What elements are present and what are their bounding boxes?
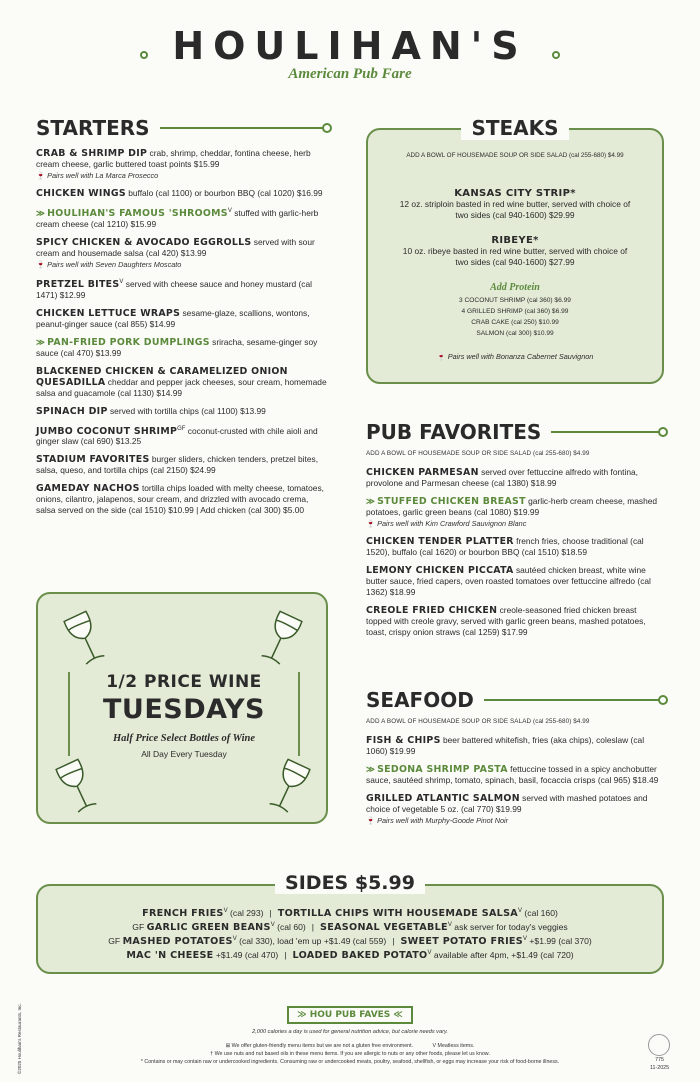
footer xyxy=(60,1028,640,1066)
add-soup-note: ADD A BOWL OF HOUSEMADE SOUP OR SIDE SALAD (cal 255-680) $4.99 xyxy=(406,152,624,159)
separator: | xyxy=(269,908,272,918)
seafood-section xyxy=(366,688,664,833)
item-description: 10 oz. ribeye basted in red wine butter, served with choice of two sides (cal 940-1600) $27.99 xyxy=(402,246,628,267)
side-name: SWEET POTATO FRIES xyxy=(400,936,523,947)
dietary-marker: V xyxy=(232,936,237,943)
item-description: stuffed with garlic-herb cream cheese (cal 1210) $15.99 xyxy=(36,207,319,229)
wine-pairing xyxy=(36,259,328,270)
menu-item xyxy=(366,565,664,598)
wine-note: All Day Every Tuesday xyxy=(141,749,227,759)
item-description: crab, shrimp, cheddar, fontina cheese, herb cream cheese, garlic buttered toast points $15.99 xyxy=(36,148,311,169)
starters-list xyxy=(36,148,328,516)
wine-headline: 1/2 PRICE WINE xyxy=(106,672,262,692)
item-name: GRILLED ATLANTIC SALMON xyxy=(366,793,520,804)
sides-row xyxy=(38,908,662,919)
frame-line xyxy=(68,672,70,756)
pub-favorites-section xyxy=(366,420,664,645)
side-name: TORTILLA CHIPS WITH HOUSEMADE SALSA xyxy=(277,908,519,919)
brand-subtitle: American Pub Fare xyxy=(288,66,412,82)
gluten-free-marker: GF xyxy=(108,936,123,946)
section-title: PUB FAVORITES xyxy=(366,420,542,444)
divider-line xyxy=(160,127,328,129)
seafood-list xyxy=(366,735,664,826)
item-description: served with mashed potatoes and choice of vegetable 5 oz. (cal 770) $19.99 xyxy=(366,793,648,814)
pairing-text: Pairs well with Kim Crawford Sauvignon Blanc xyxy=(377,519,527,528)
separator: | xyxy=(311,922,315,932)
item-description: beer battered whitefish, fries (aka chips), coleslaw (cal 1060) $19.99 xyxy=(366,735,645,756)
item-description: served with cheese sauce and honey mustard (cal 1471) $12.99 xyxy=(36,278,312,300)
menu-date: 11-2025 xyxy=(650,1065,670,1071)
menu-item xyxy=(398,235,632,268)
item-description: sautéed chicken breast, white wine butter sauce, fried capers, oven roasted tomatoes over fettuccine alfredo (cal 1362) $18.99 xyxy=(366,565,651,597)
wine-promo-box xyxy=(36,592,328,824)
meatless-note: V Meatless items. xyxy=(432,1043,475,1049)
section-header xyxy=(366,420,664,444)
wine-pairing xyxy=(366,815,664,826)
copyright: ©2025 Houlihan's Restaurants, Inc. xyxy=(17,1003,22,1074)
menu-item xyxy=(366,793,664,826)
menu-item xyxy=(398,188,632,221)
steaks-list xyxy=(398,188,632,282)
dietary-marker: V xyxy=(518,908,523,915)
item-description: served over fettuccine alfredo with fontina, provolone and Parmesan cheese (cal 1380) $18.99 xyxy=(366,467,638,488)
item-name: SPINACH DIP xyxy=(36,405,108,417)
wine-glass-icon: 🍷 xyxy=(366,519,378,528)
side-description: (cal 160) xyxy=(522,908,558,918)
chevron-right-icon: ≫ xyxy=(36,207,48,218)
wine-glass-icon xyxy=(260,756,316,820)
add-soup-note: ADD A BOWL OF HOUSEMADE SOUP OR SIDE SALAD (cal 255-680) $4.99 xyxy=(366,450,590,457)
item-name: CHICKEN PARMESAN xyxy=(366,467,479,478)
side-item xyxy=(293,950,574,960)
divider-line xyxy=(551,431,664,433)
frame-line xyxy=(298,672,300,756)
side-name: GARLIC GREEN BEANS xyxy=(146,922,271,933)
steaks-box xyxy=(366,116,664,384)
menu-item xyxy=(366,735,664,757)
sides-list xyxy=(38,908,662,964)
item-description: cheddar and pepper jack cheeses, sour cream, homemade salsa and guacamole (cal 1130) $14.99 xyxy=(36,376,327,398)
section-title: STARTERS xyxy=(36,116,150,140)
wine-glass-icon xyxy=(50,756,106,820)
dietary-marker: V xyxy=(447,922,452,929)
side-item xyxy=(278,908,558,918)
protein-option: SALMON (cal 300) $10.99 xyxy=(476,330,554,337)
side-item xyxy=(142,908,263,918)
sides-row xyxy=(38,922,662,933)
side-item xyxy=(126,950,278,960)
brand-title: HOULIHAN'S xyxy=(172,24,528,68)
chevron-right-icon: ≫ xyxy=(366,764,378,774)
chevron-right-icon: ≫ xyxy=(36,336,48,347)
item-name: BLACKENED CHICKEN & CARAMELIZED ONION QUESADILLA xyxy=(36,365,288,388)
item-name: CRAB & SHRIMP DIP xyxy=(36,148,148,159)
item-name: STUFFED CHICKEN BREAST xyxy=(377,496,526,507)
sides-row xyxy=(38,936,662,947)
side-description: (cal 60) xyxy=(274,922,306,932)
gluten-free-marker: GF xyxy=(132,922,147,932)
section-title: SEAFOOD xyxy=(366,688,474,712)
item-name: CHICKEN LETTUCE WRAPS xyxy=(36,307,181,319)
pairing-text: Pairs well with Murphy-Goode Pinot Noir xyxy=(377,816,509,825)
gluten-note: ⊞ We offer gluten-friendly menu items but we are not a gluten free environment. V Meatless items. xyxy=(225,1043,475,1049)
side-description: available after 4pm, +$1.49 (cal 720) xyxy=(431,950,574,960)
menu-item xyxy=(366,605,664,638)
section-header xyxy=(366,688,664,712)
item-description: served with sour cream and housemade salsa (cal 420) $13.99 xyxy=(36,236,315,258)
menu-item xyxy=(36,483,328,516)
item-name: HOULIHAN'S FAMOUS 'SHROOMS xyxy=(47,207,228,219)
ornament-dot-icon xyxy=(552,51,560,59)
add-protein-title: Add Protein xyxy=(490,282,540,293)
wine-glass-icon: 🍷 xyxy=(36,259,48,269)
divider-line xyxy=(484,699,664,701)
item-description: creole-seasoned fried chicken breast topped with creole gravy, served with garlic green beans, mashed potatoes, toast, crispy onion straws (cal 1259) $17.99 xyxy=(366,605,646,637)
add-soup-note: ADD A BOWL OF HOUSEMADE SOUP OR SIDE SALAD (cal 255-680) $4.99 xyxy=(366,718,590,725)
side-description: +$1.49 (cal 470) xyxy=(213,950,279,960)
menu-item xyxy=(36,188,328,199)
dietary-marker: GF xyxy=(177,425,186,432)
menu-item xyxy=(366,467,664,489)
item-name: PAN-FRIED PORK DUMPLINGS xyxy=(47,336,210,348)
menu-item xyxy=(36,277,328,301)
menu-item xyxy=(36,206,328,230)
item-name: CREOLE FRIED CHICKEN xyxy=(366,605,498,616)
dietary-marker: V xyxy=(427,950,432,957)
side-description: (cal 330), load 'em up +$1.49 (cal 559) xyxy=(236,936,387,946)
item-name: CHICKEN TENDER PLATTER xyxy=(366,536,514,547)
separator: | xyxy=(284,950,287,960)
side-description: ask server for today's veggies xyxy=(451,922,568,932)
menu-item xyxy=(366,764,664,786)
wine-glass-icon: 🍷 xyxy=(366,816,378,825)
gluten-free-icon: ⊞ xyxy=(225,1043,232,1049)
faves-badge xyxy=(0,1004,700,1022)
item-name: PRETZEL BITES xyxy=(36,278,120,290)
ornament-dot-icon xyxy=(140,51,148,59)
side-item xyxy=(132,922,306,932)
sides-box xyxy=(36,872,664,974)
item-name: JUMBO COCONUT SHRIMP xyxy=(36,425,178,437)
dietary-marker: V xyxy=(223,908,228,915)
menu-item xyxy=(36,148,328,181)
menu-item xyxy=(36,366,328,399)
section-title: STEAKS xyxy=(461,116,568,140)
brand-header xyxy=(0,24,700,83)
protein-option: 4 GRILLED SHRIMP (cal 360) $6.99 xyxy=(461,308,569,315)
dietary-marker: V xyxy=(523,936,528,943)
protein-option: 3 COCONUT SHRIMP (cal 360) $6.99 xyxy=(459,297,571,304)
dietary-marker: V xyxy=(270,922,275,929)
protein-option: CRAB CAKE (cal 250) $10.99 xyxy=(471,319,559,326)
add-protein xyxy=(368,282,662,339)
side-name: SEASONAL VEGETABLE xyxy=(320,922,448,933)
menu-item xyxy=(366,496,664,529)
wine-pairing xyxy=(368,352,662,361)
menu-item xyxy=(36,454,328,476)
menu-item xyxy=(36,237,328,270)
wine-pairing xyxy=(36,170,328,181)
item-description: tortilla chips loaded with melty cheese, tomatoes, onions, cilantro, jalapenos, sour cream, and drizzled with avocado crema, salsa served on the side (cal 1510) $10.99 | Add chicken (cal 300) $5.00 xyxy=(36,483,324,516)
item-description: garlic-herb cream cheese, mashed potatoes, garlic green beans (cal 1080) $19.99 xyxy=(366,496,658,517)
item-description: sriracha, sesame-ginger soy sauce (cal 470) $13.99 xyxy=(36,336,318,358)
menu-item xyxy=(36,424,328,448)
item-description: sesame-glaze, scallions, wontons, peanut-ginger sauce (cal 855) $14.99 xyxy=(36,307,310,329)
side-name: MAC 'N CHEESE xyxy=(126,950,214,961)
item-description: served with tortilla chips (cal 1100) $13.99 xyxy=(107,405,266,416)
pairing-text: Pairs well with Seven Daughters Moscato xyxy=(47,259,182,269)
menu-item xyxy=(36,406,328,417)
pairing-text: Pairs well with La Marca Prosecco xyxy=(47,171,159,180)
protein-list xyxy=(368,295,662,339)
dietary-marker: V xyxy=(227,208,232,214)
wine-glass-icon xyxy=(252,608,308,672)
menu-item xyxy=(36,337,328,359)
item-name: STADIUM FAVORITES xyxy=(36,454,150,466)
pub-list xyxy=(366,467,664,638)
item-description: 12 oz. striploin basted in red wine butter, served with choice of two sides (cal 940-1600) $29.99 xyxy=(399,199,631,220)
pairing-text: Pairs well with Bonanza Cabernet Sauvignon xyxy=(447,352,594,361)
faves-label: ≫ HOU PUB FAVES ≪ xyxy=(287,1006,413,1024)
chevron-right-icon: ≫ xyxy=(297,1010,310,1020)
item-name: LEMONY CHICKEN PICCATA xyxy=(366,565,514,576)
menu-code-number: 775 xyxy=(655,1057,664,1063)
menu-item xyxy=(366,536,664,558)
item-name: SEDONA SHRIMP PASTA xyxy=(377,764,508,775)
side-item xyxy=(320,922,568,932)
item-name: SPICY CHICKEN & AVOCADO EGGROLLS xyxy=(36,236,252,248)
side-name: MASHED POTATOES xyxy=(122,936,233,947)
item-description: coconut-crusted with chile aioli and ginger slaw (cal 690) $13.25 xyxy=(36,425,318,447)
side-item xyxy=(400,936,591,946)
side-name: LOADED BAKED POTATO xyxy=(292,950,428,961)
menu-item xyxy=(36,308,328,330)
item-name: CHICKEN WINGS xyxy=(36,188,126,199)
wine-pairing xyxy=(366,518,664,529)
recycle-icon xyxy=(648,1034,670,1056)
dietary-marker: V xyxy=(119,278,124,285)
starters-section xyxy=(36,116,328,523)
item-name: RIBEYE* xyxy=(491,235,539,246)
item-description: fettuccine tossed in a spicy anchobutter sauce, sautéed shrimp, tomato, spinach, basil, focaccia crisps (cal 965) $18.49 xyxy=(366,764,659,785)
side-item xyxy=(108,936,386,946)
wine-glass-icon xyxy=(58,608,114,672)
nuts-note: † We use nuts and nut based oils in these menu items. If you are allergic to nuts or any other foods, please let us know. xyxy=(210,1051,490,1057)
chevron-right-icon: ≫ xyxy=(366,496,378,506)
item-name: FISH & CHIPS xyxy=(366,735,441,746)
item-description: buffalo (cal 1100) or bourbon BBQ (cal 1020) $16.99 xyxy=(125,188,323,198)
wine-day: TUESDAYS xyxy=(103,694,265,725)
side-description: (cal 293) xyxy=(227,908,264,918)
wine-glass-icon: 🍷 xyxy=(36,171,48,180)
sides-row xyxy=(38,950,662,961)
menu-code xyxy=(650,1056,669,1072)
chevron-left-icon: ≪ xyxy=(390,1010,403,1020)
side-name: FRENCH FRIES xyxy=(142,908,224,919)
section-header xyxy=(36,116,328,140)
section-title: SIDES $5.99 xyxy=(275,872,425,894)
calorie-note: 2,000 calories a day is used for general nutrition advice, but calorie needs vary. xyxy=(252,1029,448,1035)
item-name: GAMEDAY NACHOS xyxy=(36,483,140,495)
side-description: +$1.99 (cal 370) xyxy=(527,936,592,946)
item-description: burger sliders, chicken tenders, pretzel bites, salsa, queso, and tortilla chips (cal 2150) $24.99 xyxy=(36,454,319,476)
item-name: KANSAS CITY STRIP* xyxy=(454,188,576,199)
wine-glass-icon: 🍷 xyxy=(436,352,446,361)
item-description: french fries, choose traditional (cal 1520), buffalo (cal 1620) or bourbon BBQ (cal 1510) $18.59 xyxy=(366,536,644,557)
raw-note: * Contains or may contain raw or undercooked ingredients. Consuming raw or undercooked meats, poultry, seafood, shellfish, or eggs may increase your risk of food-borne illness. xyxy=(140,1059,560,1065)
separator: | xyxy=(392,936,395,946)
wine-subtitle: Half Price Select Bottles of Wine xyxy=(112,733,256,744)
